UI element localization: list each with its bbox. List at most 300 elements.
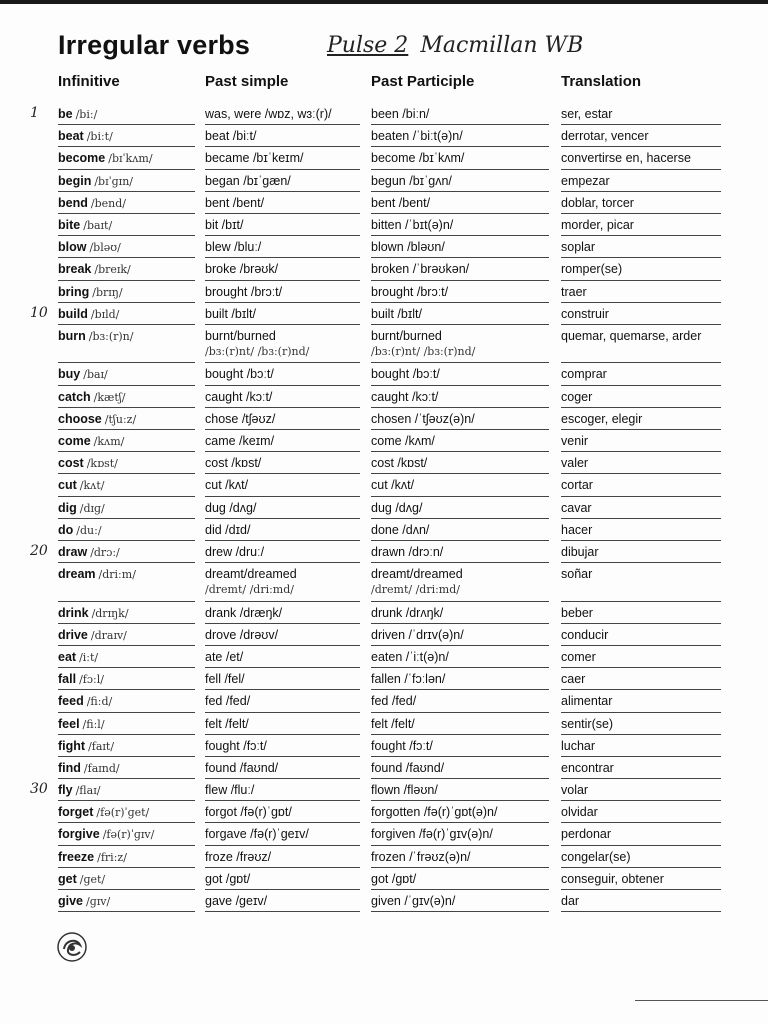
translation-cell: derrotar, vencer [561, 129, 649, 144]
past-participle-text: burnt/burned [371, 328, 442, 343]
past-participle-cell [371, 716, 415, 732]
translation-cell: soplar [561, 240, 596, 255]
past-participle-text: bought /bɔːt/ [371, 367, 440, 382]
infinitive-cell [58, 477, 104, 494]
past-simple-text: caught /kɔːt/ [205, 389, 273, 404]
infinitive-phonetic: /kɒst/ [86, 457, 118, 471]
infinitive-cell [58, 849, 127, 866]
infinitive-cell [58, 738, 114, 755]
past-participle-text: bitten /ˈbɪt(ə)n/ [371, 217, 454, 232]
past-simple-cell [205, 544, 264, 560]
infinitive-word: dream [58, 567, 96, 582]
infinitive-phonetic: /fiːl/ [82, 717, 105, 731]
past-simple-cell [205, 500, 256, 516]
past-simple-cell [205, 306, 256, 322]
past-simple-cell [205, 826, 309, 842]
handwritten-note [327, 33, 583, 58]
past-simple-text: beat /biːt/ [205, 129, 257, 144]
past-participle-text: given /ˈɡɪv(ə)n/ [371, 894, 456, 908]
infinitive-cell [58, 544, 120, 561]
table-row [0, 408, 768, 430]
table-row [0, 452, 768, 474]
past-participle-text: come /kʌm/ [371, 433, 435, 448]
infinitive-word: eat [58, 649, 77, 664]
past-participle-cell [371, 389, 438, 405]
past-participle-text: been /biːn/ [371, 107, 430, 121]
past-participle-text: flown /fləʊn/ [371, 783, 438, 798]
table-row [0, 386, 768, 408]
past-simple-text: broke /brəʊk/ [205, 262, 279, 277]
past-participle-cell [371, 893, 455, 909]
past-simple-cell [205, 106, 332, 122]
translation-cell: cavar [561, 500, 592, 515]
past-participle-text: broken /ˈbrəʊkən/ [371, 262, 470, 277]
infinitive-phonetic: /driːm/ [98, 568, 136, 582]
past-participle-cell [371, 500, 422, 516]
infinitive-phonetic: /breɪk/ [94, 263, 131, 277]
past-participle-text: begun /bɪˈɡʌn/ [371, 173, 452, 188]
translation-cell: quemar, quemarse, arder [561, 328, 702, 343]
infinitive-word: do [58, 522, 74, 537]
past-participle-text: caught /kɔːt/ [371, 389, 439, 404]
past-simple-phonetic: /bɜː(r)nt/ /bɜː(r)nd/ [205, 344, 310, 358]
past-participle-cell [371, 671, 445, 687]
infinitive-cell [58, 627, 127, 644]
past-simple-text: ate /et/ [205, 649, 244, 664]
table-row [0, 646, 768, 668]
infinitive-word: freeze [58, 849, 95, 864]
infinitive-phonetic: /bɪld/ [90, 307, 120, 321]
past-participle-cell [371, 195, 430, 211]
infinitive-word: forget [58, 805, 94, 820]
past-participle-cell [371, 522, 429, 538]
translation-cell: beber [561, 605, 593, 620]
infinitive-phonetic: /drɪŋk/ [91, 606, 129, 620]
past-participle-text: beaten /ˈbiːt(ə)n/ [371, 129, 463, 144]
table-row [0, 713, 768, 735]
past-simple-text: cost /kɒst/ [205, 456, 262, 471]
past-participle-text: driven /ˈdrɪv(ə)n/ [371, 627, 464, 642]
past-simple-cell [205, 649, 243, 665]
past-participle-cell [371, 150, 464, 166]
past-simple-text: forgot /fə(r)ˈɡɒt/ [205, 805, 292, 820]
table-row [0, 236, 768, 258]
infinitive-phonetic: /flaɪ/ [75, 784, 101, 798]
past-participle-text: cut /kʌt/ [371, 478, 415, 493]
infinitive-cell [58, 693, 112, 710]
past-simple-cell [205, 893, 267, 909]
translation-cell: doblar, torcer [561, 195, 634, 210]
table-row [0, 125, 768, 147]
past-participle-text: built /bɪlt/ [371, 306, 423, 321]
infinitive-phonetic: /fə(r)ˈɡɪv/ [102, 828, 155, 842]
past-simple-text: chose /tʃəʊz/ [205, 411, 276, 426]
infinitive-word: forgive [58, 827, 100, 842]
past-participle-text: forgiven /fə(r)ˈɡɪv(ə)n/ [371, 827, 493, 842]
infinitive-cell [58, 195, 126, 212]
past-simple-text: fought /fɔːt/ [205, 738, 267, 753]
past-simple-text: did /dɪd/ [205, 522, 251, 537]
past-participle-text: done /dʌn/ [371, 522, 430, 537]
infinitive-word: buy [58, 367, 81, 382]
infinitive-phonetic: /iːt/ [79, 650, 99, 664]
past-participle-text: bent /bent/ [371, 195, 431, 210]
infinitive-word: be [58, 107, 73, 121]
past-simple-text: flew /fluː/ [205, 783, 255, 798]
translation-cell: convertirse en, hacerse [561, 151, 691, 166]
infinitive-word: bend [58, 195, 88, 210]
past-simple-text: drove /drəʊv/ [205, 627, 279, 642]
past-simple-cell [205, 760, 278, 776]
page-title: Irregular verbs [58, 30, 251, 60]
past-simple-text: was, were /wɒz, wɜː(r)/ [205, 107, 332, 121]
past-participle-cell [371, 649, 449, 665]
row-rule [205, 911, 360, 912]
infinitive-phonetic: /kʌm/ [93, 434, 125, 448]
infinitive-cell [58, 261, 131, 278]
infinitive-word: fly [58, 783, 73, 798]
translation-cell: conseguir, obtener [561, 871, 664, 886]
past-simple-cell [205, 716, 249, 732]
past-simple-text: bought /bɔːt/ [205, 367, 274, 382]
table-row [0, 170, 768, 192]
header-translation: Translation [561, 73, 642, 90]
infinitive-cell [58, 366, 108, 383]
translation-cell: dibujar [561, 544, 599, 559]
row-rule [561, 911, 721, 912]
past-participle-cell [371, 106, 429, 122]
translation-cell: venir [561, 433, 589, 448]
past-simple-cell [205, 849, 271, 865]
translation-cell: cortar [561, 478, 593, 493]
past-participle-cell [371, 306, 422, 322]
row-rule [58, 911, 195, 912]
infinitive-cell [58, 306, 119, 323]
table-row [0, 602, 768, 624]
past-participle-cell [371, 804, 497, 820]
past-participle-cell [371, 782, 438, 798]
infinitive-cell [58, 716, 105, 733]
infinitive-phonetic: /ɡɪv/ [86, 895, 111, 908]
infinitive-cell [58, 455, 118, 472]
translation-cell: construir [561, 306, 609, 321]
table-row [0, 890, 768, 912]
past-participle-cell [371, 217, 453, 233]
infinitive-word: bring [58, 284, 90, 299]
infinitive-word: cost [58, 456, 84, 471]
past-simple-cell [205, 195, 264, 211]
infinitive-word: break [58, 262, 92, 277]
past-participle-text: cost /kɒst/ [371, 456, 428, 471]
past-participle-text: found /faʊnd/ [371, 760, 445, 775]
past-participle-cell [371, 284, 448, 300]
past-simple-cell [205, 738, 267, 754]
table-row [0, 801, 768, 823]
infinitive-phonetic: /baɪ/ [83, 368, 108, 382]
past-simple-cell [205, 217, 244, 233]
past-participle-text: drunk /drʌŋk/ [371, 605, 444, 620]
past-participle-cell [371, 871, 416, 887]
infinitive-phonetic: /fɔːl/ [79, 673, 104, 687]
infinitive-phonetic: /baɪt/ [83, 218, 113, 232]
infinitive-cell [58, 389, 125, 406]
infinitive-phonetic: /bend/ [90, 196, 126, 210]
past-simple-text: came /keɪm/ [205, 433, 275, 448]
table-row [0, 541, 768, 563]
infinitive-phonetic: /biːt/ [86, 130, 113, 144]
past-participle-text: fallen /ˈfɔːlən/ [371, 672, 446, 687]
past-simple-text: brought /brɔːt/ [205, 284, 283, 299]
infinitive-cell [58, 760, 120, 777]
infinitive-word: come [58, 433, 91, 448]
translation-cell: traer [561, 284, 587, 299]
infinitive-cell [58, 239, 121, 256]
past-participle-cell [371, 433, 435, 449]
infinitive-phonetic: /biː/ [75, 108, 98, 121]
past-simple-text: found /faʊnd/ [205, 760, 279, 775]
infinitive-word: drink [58, 605, 89, 620]
past-simple-cell [205, 605, 282, 621]
table-row [0, 868, 768, 890]
table-row [0, 624, 768, 646]
past-simple-cell [205, 433, 274, 449]
past-simple-text: became /bɪˈkeɪm/ [205, 151, 304, 166]
infinitive-cell [58, 893, 110, 910]
infinitive-cell [58, 411, 136, 428]
past-simple-text: forgave /fə(r)ˈɡeɪv/ [205, 827, 309, 842]
past-participle-cell [371, 328, 475, 360]
infinitive-word: fight [58, 738, 86, 753]
past-participle-text: fought /fɔːt/ [371, 738, 433, 753]
past-participle-text: blown /bləʊn/ [371, 240, 445, 255]
past-simple-cell [205, 389, 272, 405]
infinitive-word: get [58, 871, 77, 886]
bottom-border [635, 1000, 768, 1001]
past-simple-cell [205, 150, 304, 166]
table-row [0, 363, 768, 385]
past-simple-text: cut /kʌt/ [205, 478, 249, 493]
header-infinitive: Infinitive [58, 73, 120, 90]
past-simple-text: drew /druː/ [205, 544, 265, 559]
infinitive-word: give [58, 894, 84, 908]
past-simple-cell [205, 566, 297, 598]
past-participle-text: forgotten /fə(r)ˈɡɒt(ə)n/ [371, 805, 498, 820]
infinitive-phonetic: /fiːd/ [86, 695, 113, 709]
past-simple-text: fed /fed/ [205, 694, 251, 709]
infinitive-cell [58, 173, 133, 190]
past-simple-text: began /bɪˈɡæn/ [205, 173, 291, 188]
handwritten-row-number: 20 [30, 542, 48, 559]
past-participle-text: frozen /ˈfrəʊz(ə)n/ [371, 849, 471, 864]
infinitive-phonetic: /brɪŋ/ [92, 285, 123, 299]
table-row [0, 823, 768, 845]
handwritten-row-number: 10 [30, 304, 48, 321]
past-simple-text: got /ɡɒt/ [205, 871, 251, 886]
infinitive-cell [58, 284, 123, 301]
past-simple-cell [205, 455, 261, 471]
infinitive-cell [58, 605, 129, 622]
infinitive-cell [58, 106, 97, 123]
past-simple-text: bent /bent/ [205, 195, 265, 210]
past-participle-text: got /ɡɒt/ [371, 871, 417, 886]
infinitive-phonetic: /bləʊ/ [89, 241, 121, 255]
translation-cell: escoger, elegir [561, 411, 643, 426]
infinitive-phonetic: /draɪv/ [90, 628, 127, 642]
infinitive-cell [58, 500, 105, 517]
past-simple-cell [205, 239, 261, 255]
infinitive-cell [58, 217, 112, 234]
translation-cell: olvidar [561, 805, 598, 820]
past-simple-cell [205, 693, 250, 709]
past-simple-text: drank /dræŋk/ [205, 605, 283, 620]
past-participle-text: eaten /ˈiːt(ə)n/ [371, 649, 449, 664]
infinitive-word: fall [58, 672, 77, 687]
infinitive-word: choose [58, 411, 102, 426]
verb-table [0, 103, 768, 912]
infinitive-word: dig [58, 500, 77, 515]
translation-cell: empezar [561, 173, 610, 188]
past-simple-text: felt /felt/ [205, 716, 249, 731]
past-participle-cell [371, 566, 463, 598]
past-simple-text: bit /bɪt/ [205, 217, 244, 232]
translation-cell: ser, estar [561, 107, 613, 121]
handwritten-note-part1: Pulse 2 [327, 33, 409, 58]
past-participle-phonetic: /dremt/ /driːmd/ [371, 583, 460, 597]
past-simple-text: gave /ɡeɪv/ [205, 894, 268, 908]
translation-cell: comprar [561, 367, 607, 382]
past-simple-cell [205, 804, 292, 820]
past-participle-cell [371, 605, 443, 621]
translation-cell: dar [561, 894, 580, 908]
table-row [0, 474, 768, 496]
table-row [0, 563, 768, 602]
translation-cell: morder, picar [561, 217, 634, 232]
table-row [0, 303, 768, 325]
past-simple-phonetic: /dremt/ /driːmd/ [205, 583, 294, 597]
past-participle-cell [371, 173, 452, 189]
infinitive-word: find [58, 760, 81, 775]
publisher-logo-icon [55, 930, 89, 964]
table-row [0, 779, 768, 801]
past-simple-cell [205, 522, 250, 538]
infinitive-word: bite [58, 217, 81, 232]
infinitive-word: feel [58, 716, 80, 731]
past-simple-cell [205, 871, 250, 887]
past-participle-text: drawn /drɔːn/ [371, 544, 444, 559]
past-participle-cell [371, 261, 469, 277]
infinitive-cell [58, 150, 153, 167]
table-row [0, 214, 768, 236]
past-simple-text: burnt/burned [205, 328, 276, 343]
table-row [0, 497, 768, 519]
table-row [0, 690, 768, 712]
infinitive-cell [58, 649, 98, 666]
translation-cell: hacer [561, 522, 593, 537]
past-participle-cell [371, 239, 445, 255]
handwritten-row-number: 30 [30, 781, 48, 798]
table-row [0, 147, 768, 169]
past-simple-cell [205, 782, 254, 798]
past-simple-text: blew /bluː/ [205, 240, 262, 255]
table-row [0, 430, 768, 452]
infinitive-word: begin [58, 173, 92, 188]
handwritten-row-number: 1 [30, 105, 39, 121]
table-row [0, 103, 768, 125]
header-past-simple: Past simple [205, 73, 289, 90]
table-row [0, 757, 768, 779]
infinitive-phonetic: /bɜː(r)n/ [88, 329, 134, 343]
table-row [0, 668, 768, 690]
infinitive-cell [58, 671, 104, 688]
infinitive-cell [58, 871, 105, 888]
past-participle-cell [371, 128, 463, 144]
translation-cell: alimentar [561, 694, 613, 709]
table-row [0, 846, 768, 868]
past-simple-cell [205, 411, 275, 427]
infinitive-word: feed [58, 694, 84, 709]
infinitive-word: catch [58, 389, 91, 404]
infinitive-phonetic: /bɪˈɡɪn/ [94, 174, 133, 188]
infinitive-word: beat [58, 129, 84, 144]
past-participle-cell [371, 544, 443, 560]
infinitive-phonetic: /faɪt/ [88, 739, 115, 753]
translation-cell: coger [561, 389, 593, 404]
past-simple-cell [205, 173, 291, 189]
infinitive-cell [58, 804, 149, 821]
translation-cell: perdonar [561, 827, 612, 842]
past-participle-phonetic: /bɜː(r)nt/ /bɜː(r)nd/ [371, 344, 476, 358]
infinitive-phonetic: /bɪˈkʌm/ [108, 152, 153, 166]
past-participle-text: fed /fed/ [371, 694, 417, 709]
infinitive-cell [58, 328, 133, 345]
past-simple-text: fell /fel/ [205, 672, 245, 687]
infinitive-phonetic: /ɡet/ [79, 872, 106, 886]
past-participle-cell [371, 455, 427, 471]
infinitive-phonetic: /duː/ [76, 523, 102, 537]
infinitive-word: drive [58, 627, 88, 642]
past-participle-cell [371, 738, 433, 754]
translation-cell: conducir [561, 627, 609, 642]
past-simple-text: dreamt/dreamed [205, 567, 297, 582]
table-row [0, 519, 768, 541]
past-simple-text: built /bɪlt/ [205, 306, 257, 321]
translation-cell: caer [561, 672, 586, 687]
infinitive-phonetic: /friːz/ [97, 850, 127, 864]
infinitive-phonetic: /kʌt/ [79, 479, 105, 493]
past-simple-cell [205, 671, 245, 687]
translation-cell: romper(se) [561, 262, 623, 277]
infinitive-phonetic: /tʃuːz/ [104, 412, 137, 426]
past-simple-text: froze /frəʊz/ [205, 849, 272, 864]
infinitive-phonetic: /kætʃ/ [93, 390, 126, 404]
past-simple-text: dug /dʌɡ/ [205, 500, 257, 515]
infinitive-word: build [58, 306, 88, 321]
past-participle-text: felt /felt/ [371, 716, 415, 731]
infinitive-cell [58, 782, 100, 799]
past-participle-cell [371, 477, 414, 493]
past-participle-text: brought /brɔːt/ [371, 284, 449, 299]
handwritten-note-part2: Macmillan WB [420, 33, 584, 58]
table-row [0, 192, 768, 214]
past-simple-cell [205, 477, 248, 493]
table-row [0, 258, 768, 280]
row-rule [371, 911, 549, 912]
past-simple-cell [205, 284, 282, 300]
past-simple-cell [205, 328, 309, 360]
past-participle-cell [371, 760, 444, 776]
past-simple-cell [205, 627, 278, 643]
table-row [0, 325, 768, 364]
